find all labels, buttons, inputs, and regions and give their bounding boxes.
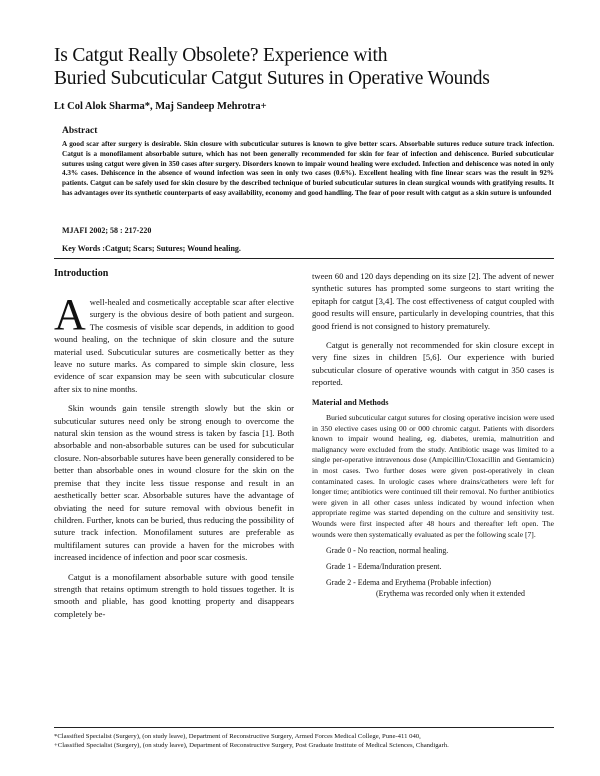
footnote-divider [54,727,554,728]
footnote [54,733,554,751]
grade-0: Grade 0 - No reaction, normal healing. [326,546,449,556]
methods-paragraph: Buried subcuticular catgut sutures for closing operative incision were used in 350 elective cases using 00 or 000 chromic catgut. Patients with disorders known to impair wound healing, eg. diabetes, uremia, malnutrition and malignancy were excluded from the study. Antibiotic usage was limited to a single per-operative intravenous dose (Ampicillin/Cloxacillin and Gentamicin) in most cases. Two further doses were given post-operatively in clean contaminated cases. In urologic cases where drains/catheters were left for longer time; antibiotics were continued till their removal. No further antibiotics were given in all other cases unless indicated by wound infection when appropriate regime was started depending on the culture and sensitivity test. Wounds were first inspected after 48 hours and thereafter left open. The wounds were then systematically evaluated as per the following scale [7]. [312,413,554,539]
intro-paragraph-3: Catgut is a monofilament absorbable suture with good tensile strength that retains optimum strength to hold tissues together. It is smooth and pliable, has good knotting property and disappears completely be- [54,571,294,619]
footnote-line-1: *Classified Specialist (Surgery), (on study leave), Department of Reconstructive Surgery, Armed Forces Medical College, Pune-411 040, [54,733,421,740]
title-line-2: Buried Subcuticular Catgut Sutures in Operative Wounds [54,68,490,89]
left-column [54,290,294,620]
title-line-1: Is Catgut Really Obsolete? Experience with [54,45,388,66]
right-column [312,270,554,599]
journal-citation: MJAFI 2002; 58 : 217-220 [62,226,152,235]
intro-paragraph-1 [54,290,294,395]
article-title [54,44,554,90]
grade-2-note: (Erythema was recorded only when it extended [376,589,525,599]
intro-paragraph-2: Skin wounds gain tensile strength slowly but the skin or subcuticular sutures need only be strong enough to overcome the natural skin tension as the wound stress is taken by fascia [1]. Both absorbable and non-absorbable sutures can be used for subcuticular closure. Non-absorbable sutures have been generally considered to be better than absorbable ones in wound closure for the skin on the premise that they incite less tissue response and result in an aesthetically better scar. Absorbable sutures have the advantage of obviating the need for suture removal with obvious benefit in children. Further, knots can be buried, thus reducing the possibility of suture track infection. Monofilament sutures are preferable as multifilament sutures can provide a haven for the microbes with increased incidence of infection and poor scar cosmesis. [54,403,294,563]
abstract-text: A good scar after surgery is desirable. Skin closure with subcuticular sutures is known to give better scars. Absorbable sutures reduce suture track infection. Catgut is a monofilament absorbable suture, which has not been generally recommended for skin for fear of infection and dehiscence. Buried subcuticular sutures using catgut were given in 350 cases after surgery. Disorders known to impair wound healing were excluded. Infection and dehiscence was noted in only 4.3% cases. Dehiscence in the absence of wound infection was seen in only two cases (0.6%). Excellent healing with fine linear scars was the result in 92% patients. Catgut can be safely used for skin closure by the described technique of buried subcuticular sutures in clean surgical wounds with gratifying results. It has advantages over its synthetic counterparts of easy availability, economy and good handling. The fear of poor result with catgut as a skin suture is unfounded [62,140,554,197]
grade-1: Grade 1 - Edema/Induration present. [326,562,442,572]
right-paragraph-1: tween 60 and 120 days depending on its size [2]. The advent of newer synthetic sutures has prompted some surgeons to start writing the epitaph for catgut [3,4]. The cost effectiveness of catgut coupled with good results will ensure, particularly in developing countries, that this good friend is not consigned to history prematurely. [312,271,554,331]
intro-paragraph-1-text: well-healed and cosmetically acceptable scar after elective surgery is the obvious desire of both patient and surgeon. The cosmesis of visible scar depends, in addition to good wound healing, on the technique of skin closure and the suture material used. Subcuticular sutures are cosmetically better as they leave no suture marks. As compared to simple skin closure, less evidence of scar expansion may be seen with subcuticular closure after six to nine months. [54,297,294,394]
footnote-line-2: +Classified Specialist (Surgery), (on study leave), Department of Reconstructive Surgery, Post Graduate Institute of Medical Sciences, Chandigarh. [54,741,449,749]
keywords: Key Words :Catgut; Scars; Sutures; Wound healing. [62,244,241,253]
methods-heading: Material and Methods [312,397,389,407]
abstract-heading: Abstract [62,126,98,136]
drop-cap: A [54,290,86,339]
right-paragraph-2: Catgut is generally not recommended for skin closure except in very fine sizes in children [5,6]. Our experience with buried subcuticular closure of operative wounds with catgut in 350 cases is reported. [312,340,554,388]
author-list: Lt Col Alok Sharma*, Maj Sandeep Mehrotra+ [54,101,267,112]
header-divider [54,258,554,259]
grade-2: Grade 2 - Edema and Erythema (Probable infection) [326,578,491,588]
intro-heading: Introduction [54,268,109,279]
